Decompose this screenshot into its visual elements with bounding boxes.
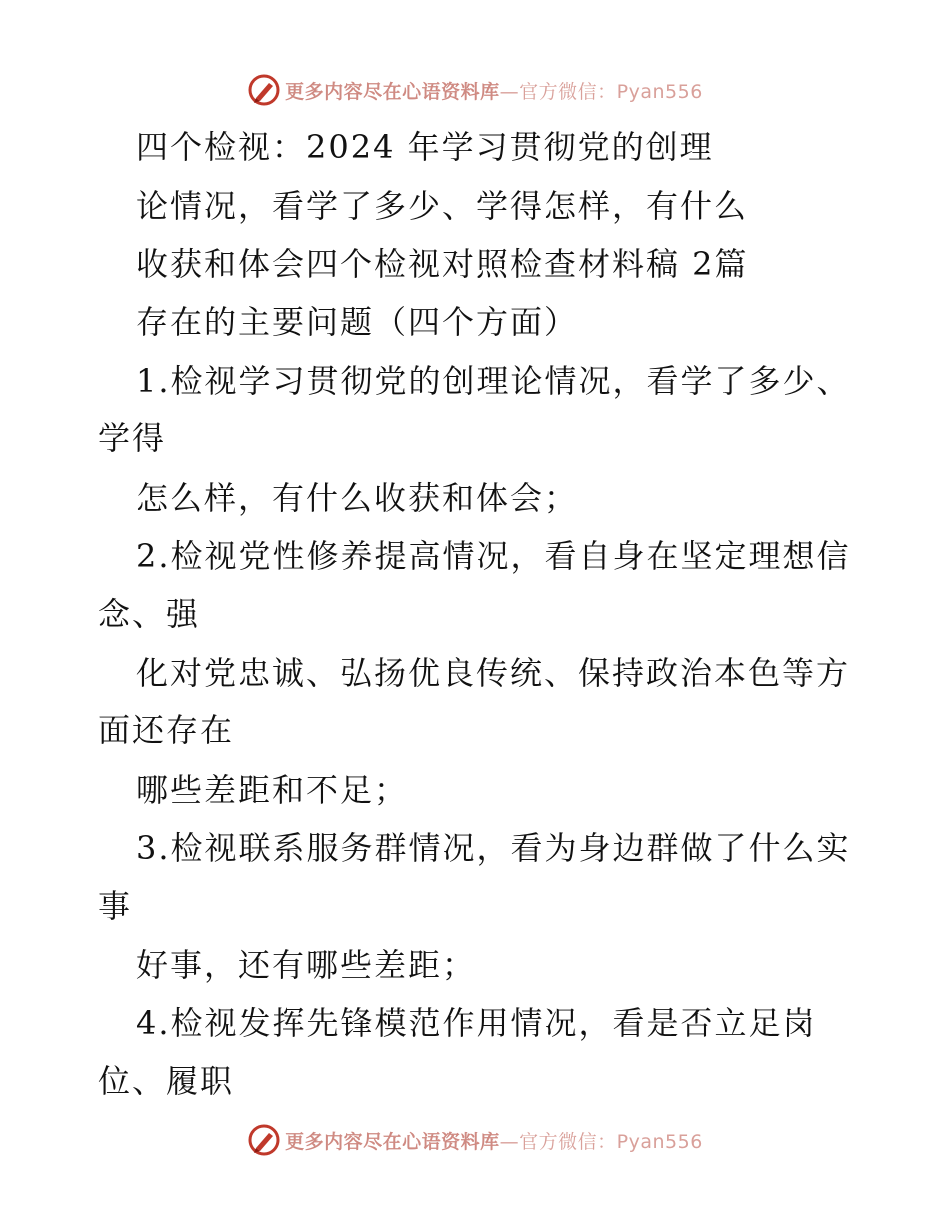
watermark-text: 更多内容尽在心语资料库—官方微信：Pyan556 [285,80,703,103]
paragraph-line: 好事，还有哪些差距； [136,946,477,984]
paragraph-line: 哪些差距和不足； [136,771,409,809]
watermark-text: 更多内容尽在心语资料库—官方微信：Pyan556 [285,1130,703,1153]
paragraph-line: 事 [98,887,133,925]
paragraph-line: 3.检视联系服务群情况，看为身边群做了什么实 [136,829,851,867]
pen-logo-icon [247,1123,281,1157]
paragraph-line: 2.检视党性修养提高情况，看自身在坚定理想信 [136,537,851,575]
pen-logo-icon [247,73,281,107]
paragraph-line: 位、履职 [98,1062,235,1100]
document-title-line-3: 收获和体会四个检视对照检查材料稿 2篇 [136,245,749,283]
paragraph-line: 4.检视发挥先锋模范作用情况，看是否立足岗 [136,1004,817,1042]
header-watermark [0,70,950,110]
paragraph-line: 面还存在 [98,711,235,749]
document-title-line-2: 论情况，看学了多少、学得怎样，有什么 [136,187,749,225]
section-heading: 存在的主要问题（四个方面） [136,303,579,341]
paragraph-line: 化对党忠诚、弘扬优良传统、保持政治本色等方 [136,654,851,692]
paragraph-line: 怎么样，有什么收获和体会； [136,479,579,517]
footer-watermark [0,1120,950,1160]
paragraph-line: 念、强 [98,595,201,633]
paragraph-line: 学得 [98,419,167,457]
document-title-line-1: 四个检视：2024 年学习贯彻党的创理 [136,128,714,166]
paragraph-line: 1.检视学习贯彻党的创理论情况，看学了多少、 [136,362,851,400]
